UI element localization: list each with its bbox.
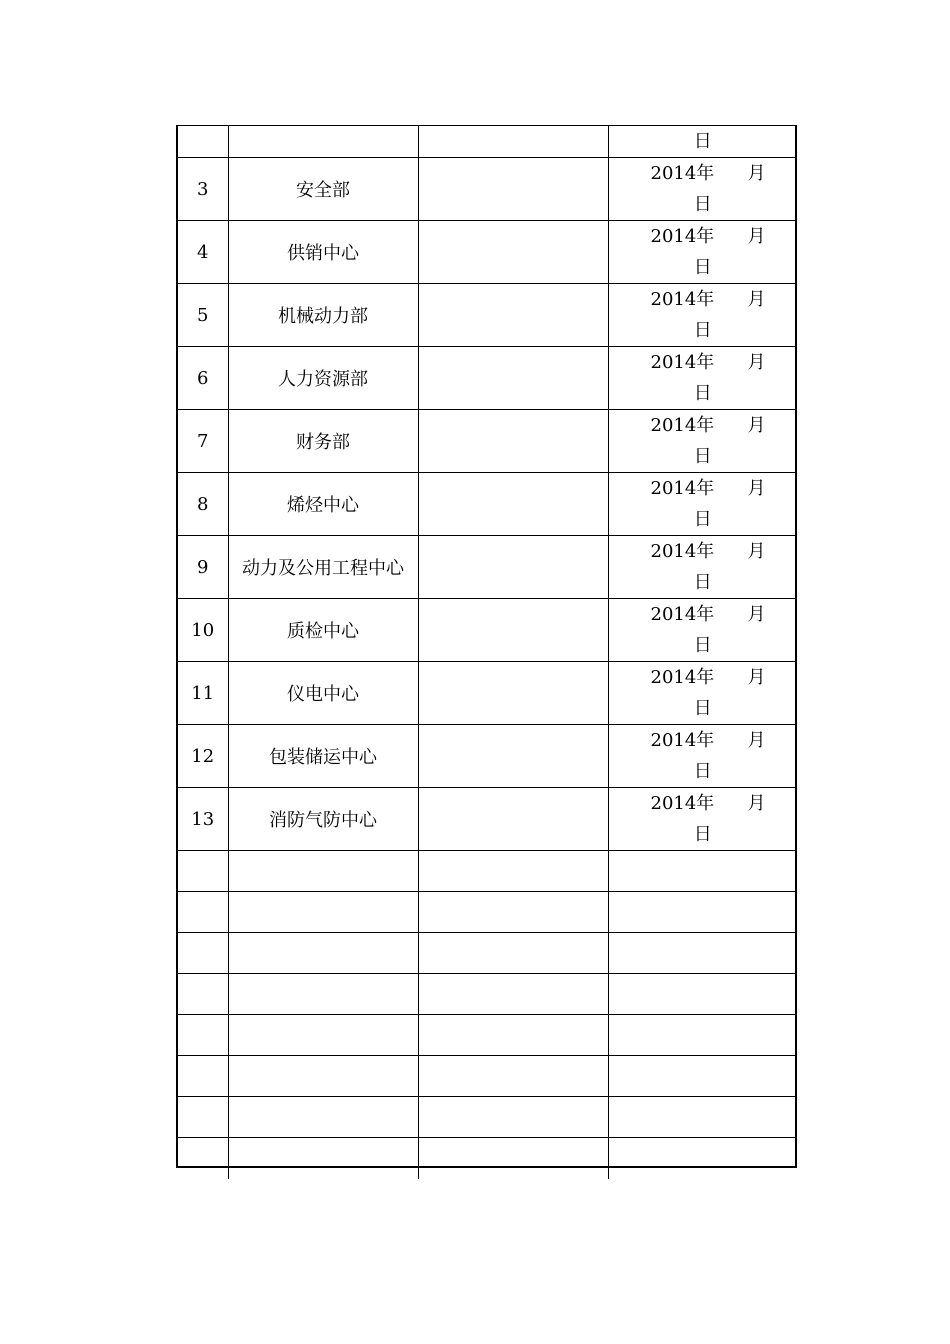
empty-row [178,1015,797,1056]
dept-cell [228,126,418,158]
date-cell [608,284,797,347]
row-number: 13 [178,788,228,851]
table-row [178,599,797,662]
date-cell [608,788,797,851]
signature-cell [418,473,608,536]
dept-cell [228,1015,418,1056]
signature-cell [418,788,608,851]
no-cell [178,933,228,974]
date-cell [608,851,797,892]
date-year: 2014年 [650,352,715,373]
no-cell [178,1097,228,1138]
row-number: 6 [178,347,228,410]
date-cell [608,933,797,974]
date-cell [608,410,797,473]
dept-cell [228,933,418,974]
empty-row [178,892,797,933]
date-day: 日 [693,257,712,278]
signature-cell [418,1138,608,1179]
date-month: 月 [747,163,766,184]
row-number: 12 [178,725,228,788]
no-cell [178,1056,228,1097]
department-name: 供销中心 [228,221,418,284]
row-number: 5 [178,284,228,347]
date-day: 日 [693,761,712,782]
signature-cell [418,126,608,158]
signature-cell [418,725,608,788]
date-month: 月 [747,730,766,751]
date-year: 2014年 [650,478,715,499]
date-year: 2014年 [650,604,715,625]
dept-cell [228,974,418,1015]
department-name: 质检中心 [228,599,418,662]
table-row [178,158,797,221]
signature-cell [418,158,608,221]
date-day: 日 [693,572,712,593]
row-number: 10 [178,599,228,662]
signature-cell [418,347,608,410]
date-month: 月 [747,226,766,247]
table-row [178,221,797,284]
signature-cell [418,1015,608,1056]
date-month: 月 [747,415,766,436]
no-cell [178,1015,228,1056]
signature-cell [418,974,608,1015]
date-cell [608,1015,797,1056]
date-month: 月 [747,793,766,814]
signature-cell [418,1056,608,1097]
table-row [178,536,797,599]
date-cell [608,1056,797,1097]
signature-cell [418,284,608,347]
date-cell [608,126,797,158]
date-year: 2014年 [650,793,715,814]
row-number: 9 [178,536,228,599]
table-row [178,410,797,473]
date-day: 日 [693,635,712,656]
date-day: 日 [693,194,712,215]
dept-cell [228,851,418,892]
no-cell [178,851,228,892]
table-row [178,662,797,725]
signature-cell [418,536,608,599]
date-day: 日 [693,509,712,530]
date-month: 月 [747,289,766,310]
empty-row [178,1056,797,1097]
date-cell [608,347,797,410]
table-row [178,725,797,788]
row-number: 4 [178,221,228,284]
department-name: 安全部 [228,158,418,221]
date-cell [608,1097,797,1138]
department-name: 机械动力部 [228,284,418,347]
table-row [178,284,797,347]
no-cell [178,974,228,1015]
table-row [178,788,797,851]
date-cell [608,221,797,284]
date-cell [608,662,797,725]
dept-cell [228,1097,418,1138]
date-day: 日 [693,446,712,467]
dept-cell [228,892,418,933]
signature-cell [418,221,608,284]
date-cell [608,599,797,662]
date-cell [608,974,797,1015]
row-number: 11 [178,662,228,725]
department-signoff-table [178,126,797,1179]
department-name: 包装储运中心 [228,725,418,788]
date-cell [608,1138,797,1179]
table-row [178,473,797,536]
date-day: 日 [693,320,712,341]
signature-cell [418,892,608,933]
date-year: 2014年 [650,289,715,310]
empty-row [178,933,797,974]
signature-table-page [176,125,797,1168]
date-day: 日 [693,698,712,719]
date-day: 日 [693,383,712,404]
empty-row [178,851,797,892]
date-month: 月 [747,604,766,625]
date-cell [608,473,797,536]
date-cell [608,892,797,933]
row-number: 8 [178,473,228,536]
date-year: 2014年 [650,163,715,184]
date-day: 日 [693,824,712,845]
date-month: 月 [747,352,766,373]
date-cell [608,725,797,788]
signature-cell [418,599,608,662]
date-year: 2014年 [650,415,715,436]
empty-row [178,974,797,1015]
dept-cell [228,1138,418,1179]
row-number: 7 [178,410,228,473]
empty-row [178,1138,797,1179]
department-name: 财务部 [228,410,418,473]
dept-cell [228,1056,418,1097]
department-name: 动力及公用工程中心 [228,536,418,599]
date-cell [608,536,797,599]
date-month: 月 [747,541,766,562]
date-day: 日 [693,131,712,152]
signature-cell [418,933,608,974]
date-year: 2014年 [650,730,715,751]
department-name: 仪电中心 [228,662,418,725]
table-row [178,347,797,410]
no-cell [178,892,228,933]
date-month: 月 [747,667,766,688]
date-year: 2014年 [650,541,715,562]
empty-row [178,1097,797,1138]
date-year: 2014年 [650,667,715,688]
row-number: 3 [178,158,228,221]
date-month: 月 [747,478,766,499]
signature-cell [418,1097,608,1138]
no-cell [178,126,228,158]
department-name: 烯烃中心 [228,473,418,536]
no-cell [178,1138,228,1179]
signature-cell [418,662,608,725]
table-row [178,126,797,158]
date-year: 2014年 [650,226,715,247]
signature-cell [418,851,608,892]
signature-cell [418,410,608,473]
date-cell [608,158,797,221]
department-name: 消防气防中心 [228,788,418,851]
department-name: 人力资源部 [228,347,418,410]
